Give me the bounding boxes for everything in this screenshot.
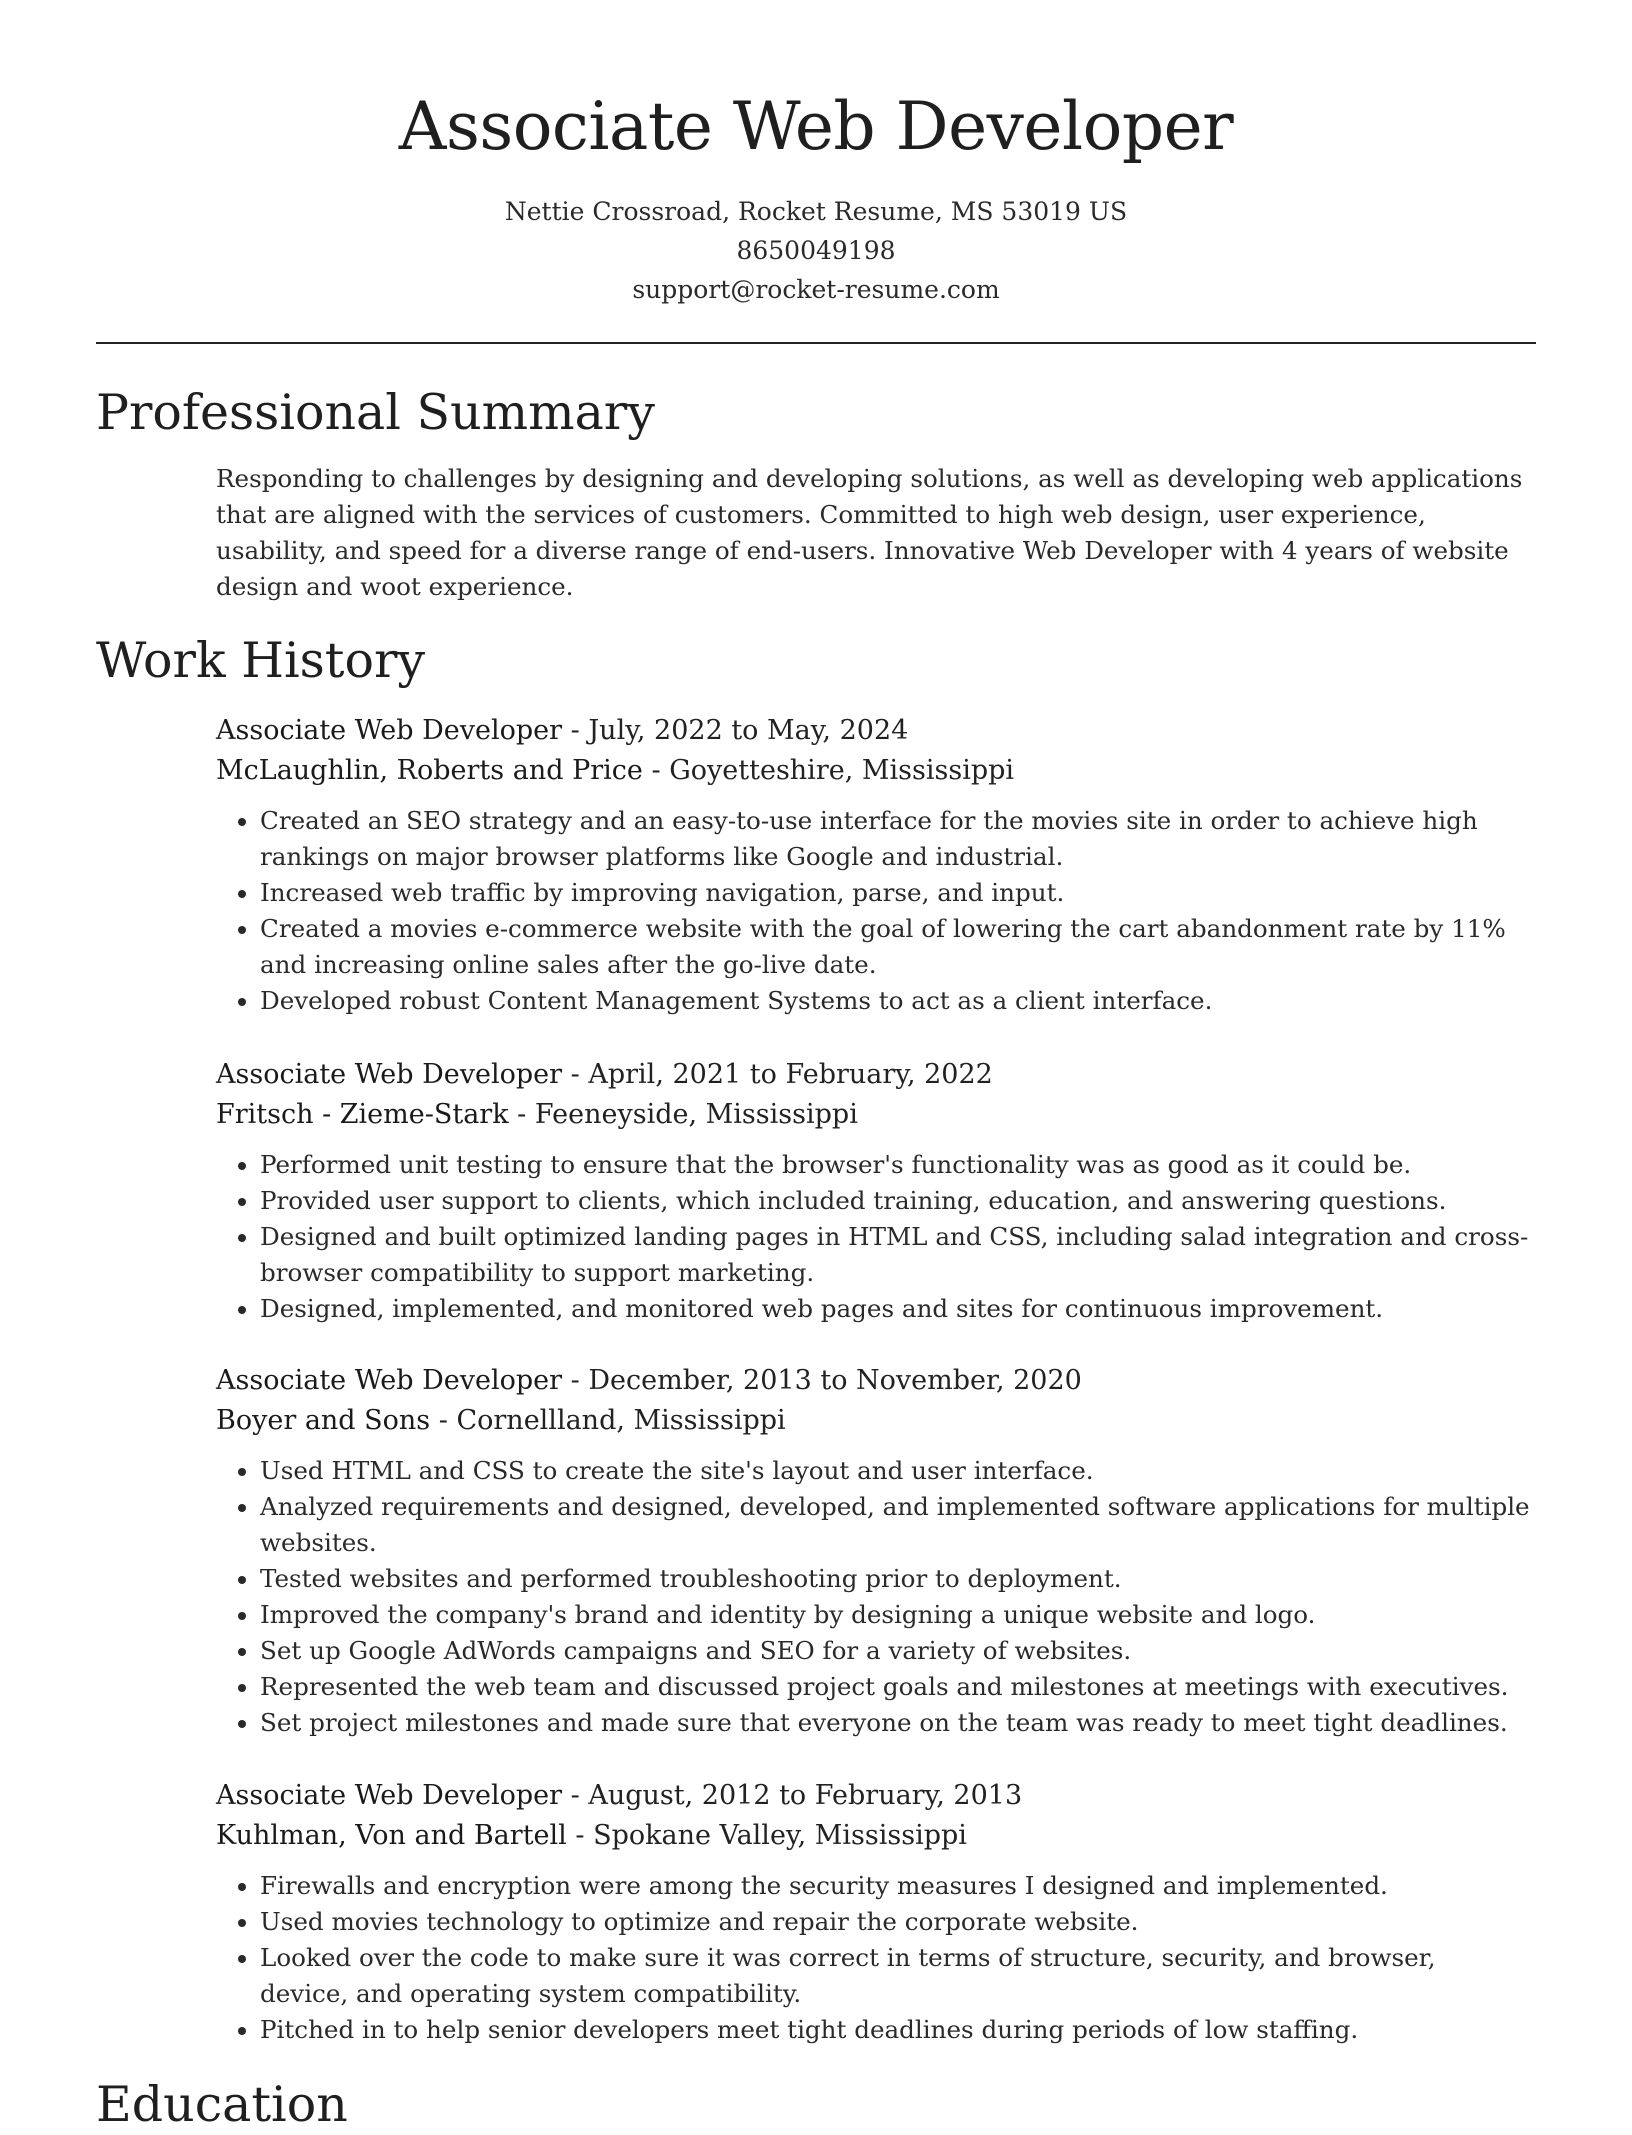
contact-phone: 8650049198 [736, 236, 896, 265]
resume-title: Associate Web Developer [398, 88, 1234, 165]
summary-text: Responding to challenges by designing and developing solutions, as well as developing web applications that are aligned with the services of customers. Committed to high web design, user experience, usability, and speed for a diverse range of end-users. Innovative Web Developer with 4 years of website design and woot experience. [216, 464, 1523, 601]
list-item: • Tested websites and performed troubleshooting prior to deployment. [260, 1561, 1530, 1597]
job-location: Spokane Valley, Mississippi [593, 1820, 967, 1851]
summary-heading: Professional Summary [96, 384, 655, 441]
job-title: Associate Web Developer [216, 715, 563, 746]
list-item: • Set up Google AdWords campaigns and SEO for a variety of websites. [260, 1633, 1530, 1669]
contact-address: Nettie Crossroad, Rocket Resume, MS 53019 US [504, 197, 1128, 226]
list-item: • Created an SEO strategy and an easy-to-use interface for the movies site in order to achieve high rankings on major browser platforms like Google and industrial. [260, 803, 1530, 875]
job-entry [216, 1055, 1536, 1327]
job-bullets [216, 1868, 1530, 2048]
job-entry [216, 1361, 1536, 1741]
job-dates: August, 2012 to February, 2013 [588, 1780, 1023, 1811]
list-item: • Performed unit testing to ensure that the browser's functionality was as good as it could be. [260, 1147, 1530, 1183]
list-item: • Improved the company's brand and identity by designing a unique website and logo. [260, 1597, 1530, 1633]
separator: - [570, 1780, 589, 1811]
contact-info [0, 192, 1632, 309]
separator: - [570, 1059, 589, 1090]
job-company: Boyer and Sons [216, 1405, 431, 1436]
job-entry [216, 1776, 1536, 2048]
list-item: • Created a movies e-commerce website with the goal of lowering the cart abandonment rate by 11% and increasing online sales after the go-live date. [260, 911, 1530, 983]
job-company-line [216, 1816, 1536, 1856]
list-item: • Analyzed requirements and designed, developed, and implemented software applications for multiple websites. [260, 1489, 1530, 1561]
job-bullets [216, 1453, 1530, 1741]
job-title: Associate Web Developer [216, 1059, 563, 1090]
separator: - [651, 755, 670, 786]
job-title: Associate Web Developer [216, 1365, 563, 1396]
job-location: Goyetteshire, Mississippi [669, 755, 1015, 786]
list-item: • Designed and built optimized landing pages in HTML and CSS, including salad integration and cross-browser compatibility to support marketing. [260, 1219, 1530, 1291]
job-entry [216, 711, 1536, 1019]
job-company-line [216, 1401, 1536, 1441]
job-title-line [216, 1055, 1536, 1095]
separator: - [517, 1099, 535, 1130]
work-history-heading: Work History [96, 632, 426, 689]
contact-email: support@rocket-resume.com [632, 275, 1000, 304]
job-company: Kuhlman, Von and Bartell [216, 1820, 567, 1851]
separator: - [575, 1820, 594, 1851]
list-item: • Looked over the code to make sure it was correct in terms of structure, security, and browser, device, and operating system compatibility. [260, 1940, 1530, 2012]
job-bullets [216, 803, 1530, 1019]
job-title-line [216, 1361, 1536, 1401]
job-bullets [216, 1147, 1530, 1327]
header-divider [96, 342, 1536, 344]
separator: - [570, 715, 589, 746]
job-company: Fritsch - Zieme-Stark [216, 1099, 509, 1130]
list-item: • Firewalls and encryption were among the security measures I designed and implemented. [260, 1868, 1530, 1904]
list-item: • Pitched in to help senior developers meet tight deadlines during periods of low staffing. [260, 2012, 1530, 2048]
job-location: Feeneyside, Mississippi [534, 1099, 858, 1130]
separator: - [438, 1405, 457, 1436]
job-dates: December, 2013 to November, 2020 [588, 1365, 1082, 1396]
job-title-line [216, 1776, 1536, 1816]
job-company: McLaughlin, Roberts and Price [216, 755, 643, 786]
list-item: • Developed robust Content Management Systems to act as a client interface. [260, 983, 1530, 1019]
job-company-line [216, 1095, 1536, 1135]
separator: - [570, 1365, 589, 1396]
job-dates: July, 2022 to May, 2024 [588, 715, 909, 746]
list-item: • Used HTML and CSS to create the site's layout and user interface. [260, 1453, 1530, 1489]
job-company-line [216, 751, 1536, 791]
list-item: • Represented the web team and discussed project goals and milestones at meetings with executives. [260, 1669, 1530, 1705]
job-title-line [216, 711, 1536, 751]
job-title: Associate Web Developer [216, 1780, 563, 1811]
job-dates: April, 2021 to February, 2022 [588, 1059, 993, 1090]
list-item: • Set project milestones and made sure that everyone on the team was ready to meet tight deadlines. [260, 1705, 1530, 1741]
list-item: • Used movies technology to optimize and repair the corporate website. [260, 1904, 1530, 1940]
list-item: • Increased web traffic by improving navigation, parse, and input. [260, 875, 1530, 911]
list-item: • Provided user support to clients, which included training, education, and answering questions. [260, 1183, 1530, 1219]
education-heading: Education [96, 2076, 348, 2133]
job-location: Cornellland, Mississippi [456, 1405, 786, 1436]
list-item: • Designed, implemented, and monitored web pages and sites for continuous improvement. [260, 1291, 1530, 1327]
